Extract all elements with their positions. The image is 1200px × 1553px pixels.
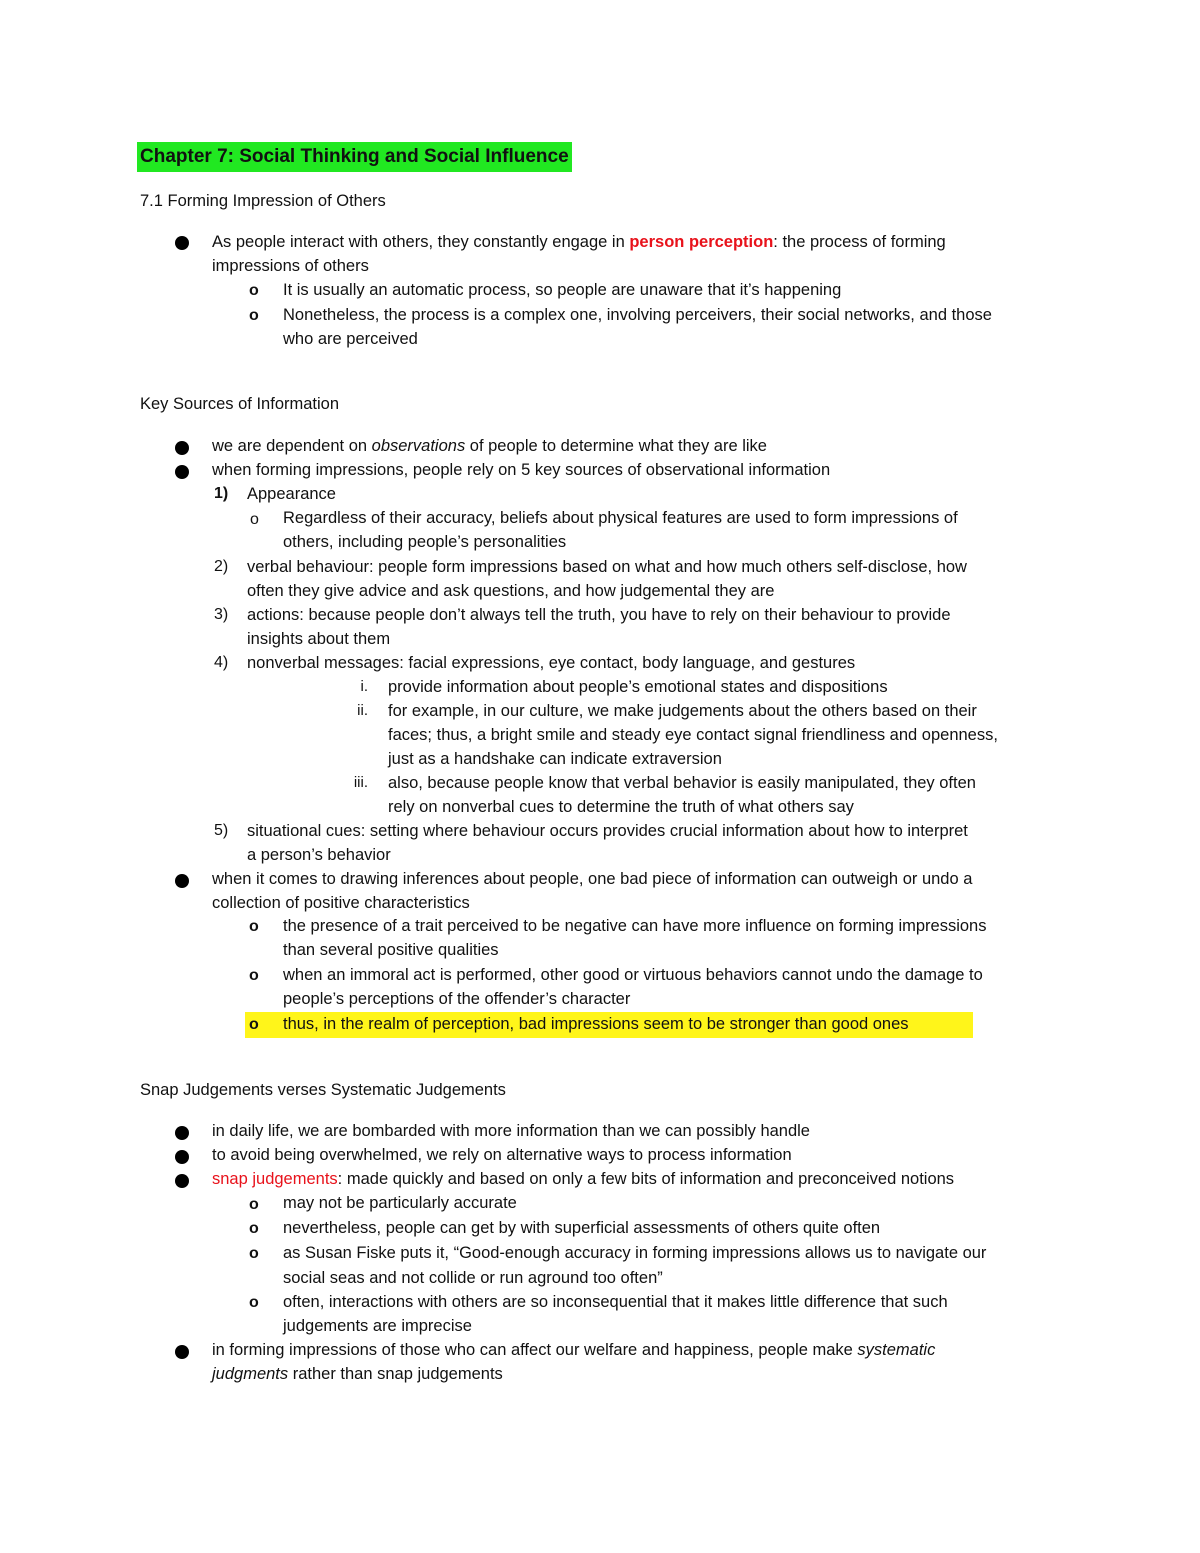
number-marker: 1): [214, 485, 229, 502]
sub-bullet-marker: o: [249, 1294, 259, 1311]
bullet-overwhelmed: to avoid being overwhelmed, we rely on alternative ways to process information: [212, 1146, 792, 1164]
sub-bullet-complex-cont: who are perceived: [283, 330, 418, 348]
roman-marker: i.: [360, 678, 368, 695]
sub-bullet-fiske-quote-cont: social seas and not collide or run aground too often”: [283, 1269, 663, 1287]
sub-bullet-marker: o: [249, 1220, 259, 1237]
bullet-icon: [175, 441, 189, 455]
bullet-five-sources: when forming impressions, people rely on 5 key sources of observational information: [212, 461, 831, 479]
sub-bullet-marker: o: [249, 918, 259, 935]
bullet-icon: [175, 1345, 189, 1359]
number-marker: 2): [214, 558, 229, 575]
text-run: rather than snap judgements: [288, 1365, 503, 1383]
italic-observations: observations: [371, 437, 466, 455]
bullet-icon: [175, 874, 189, 888]
sub-bullet-inconsequential-cont: judgements are imprecise: [283, 1317, 472, 1335]
text-run: in forming impressions of those who can affect our welfare and happiness, people make: [212, 1341, 858, 1359]
text-run: : the process of forming: [773, 233, 946, 251]
bullet-icon: [175, 1126, 189, 1140]
sub-bullet-marker: o: [249, 1016, 259, 1033]
sub-bullet-marker: o: [249, 307, 259, 324]
roman-item-culture-cont: faces; thus, a bright smile and steady eye contact signal friendliness and openness,: [388, 726, 998, 744]
sub-bullet-complex: Nonetheless, the process is a complex one, involving perceivers, their social networks, and those: [283, 306, 992, 324]
item-verbal-behaviour-cont: often they give advice and ask questions, and how judgemental they are: [247, 582, 775, 600]
italic-systematic: systematic: [857, 1341, 936, 1359]
sub-bullet-fiske-quote: as Susan Fiske puts it, “Good-enough accuracy in forming impressions allows us to navigate our: [283, 1244, 987, 1262]
item-actions: actions: because people don’t always tell the truth, you have to rely on their behaviour to provide: [247, 606, 951, 624]
sub-bullet-superficial: nevertheless, people can get by with superficial assessments of others quite often: [283, 1219, 881, 1237]
item-nonverbal: nonverbal messages: facial expressions, eye contact, body language, and gestures: [247, 654, 856, 672]
bullet-icon: [175, 1150, 189, 1164]
item-actions-cont: insights about them: [247, 630, 391, 648]
sub-bullet-immoral-act: when an immoral act is performed, other good or virtuous behaviors cannot undo the damage to: [283, 966, 983, 984]
bullet-icon: [175, 236, 189, 250]
sub-bullet-immoral-act-cont: people’s perceptions of the offender’s character: [283, 990, 631, 1008]
bullet-systematic: [212, 1338, 935, 1362]
sub-bullet-marker: o: [249, 1196, 259, 1213]
sub-bullet-negative-trait-cont: than several positive qualities: [283, 941, 499, 959]
bullet-snap-judgements: [212, 1167, 954, 1191]
item-situational-cues: situational cues: setting where behaviour occurs provides crucial information about how to interpret: [247, 822, 968, 840]
item-verbal-behaviour: verbal behaviour: people form impressions based on what and how much others self-disclose, how: [247, 558, 967, 576]
text-run: : made quickly and based on only a few bits of information and preconceived notions: [337, 1170, 955, 1188]
roman-item-verbal-manipulated: also, because people know that verbal behavior is easily manipulated, they often: [388, 774, 976, 792]
number-marker: 4): [214, 654, 229, 671]
keyterm-snap-judgements: snap judgements: [212, 1170, 338, 1188]
text-run: of people to determine what they are like: [465, 437, 767, 455]
sub-bullet-appearance: Regardless of their accuracy, beliefs about physical features are used to form impressions of: [283, 509, 958, 527]
roman-item-emotional: provide information about people’s emotional states and dispositions: [388, 678, 888, 696]
roman-item-verbal-manipulated-cont: rely on nonverbal cues to determine the truth of what others say: [388, 798, 854, 816]
sub-bullet-automatic: It is usually an automatic process, so people are unaware that it’s happening: [283, 281, 842, 299]
text-run: we are dependent on: [212, 437, 372, 455]
sub-bullet-not-accurate: may not be particularly accurate: [283, 1194, 517, 1212]
bullet-icon: [175, 1174, 189, 1188]
section-heading-forming-impressions: 7.1 Forming Impression of Others: [140, 192, 386, 210]
chapter-title: Chapter 7: Social Thinking and Social Influence: [137, 142, 572, 172]
bullet-bad-information-cont: collection of positive characteristics: [212, 894, 470, 912]
bullet-icon: [175, 465, 189, 479]
number-marker: 5): [214, 822, 229, 839]
item-appearance: Appearance: [247, 485, 336, 503]
sub-bullet-bad-stronger: thus, in the realm of perception, bad impressions seem to be stronger than good ones: [283, 1015, 909, 1033]
sub-bullet-marker: o: [249, 1245, 259, 1262]
bullet-systematic-cont: [212, 1362, 503, 1386]
sub-bullet-inconsequential: often, interactions with others are so inconsequential that it makes little difference that such: [283, 1293, 948, 1311]
bullet-bombarded: in daily life, we are bombarded with more information than we can possibly handle: [212, 1122, 810, 1140]
text-run: As people interact with others, they constantly engage in: [212, 233, 630, 251]
sub-bullet-marker: o: [250, 511, 259, 528]
item-situational-cues-cont: a person’s behavior: [247, 846, 391, 864]
sub-bullet-marker: o: [249, 967, 259, 984]
bullet-person-perception-cont: impressions of others: [212, 257, 369, 275]
sub-bullet-marker: o: [249, 282, 259, 299]
keyterm-person-perception: person perception: [629, 233, 774, 251]
roman-item-culture: for example, in our culture, we make judgements about the others based on their: [388, 702, 977, 720]
sub-bullet-negative-trait: the presence of a trait perceived to be negative can have more influence on forming impressions: [283, 917, 987, 935]
bullet-bad-information: when it comes to drawing inferences about people, one bad piece of information can outweigh or undo a: [212, 870, 973, 888]
bullet-observations: [212, 434, 767, 458]
roman-marker: ii.: [357, 702, 368, 719]
section-heading-key-sources: Key Sources of Information: [140, 395, 340, 413]
italic-judgments: judgments: [212, 1365, 289, 1383]
section-heading-snap-judgements: Snap Judgements verses Systematic Judgements: [140, 1081, 506, 1099]
number-marker: 3): [214, 606, 229, 623]
bullet-person-perception: [212, 230, 946, 254]
roman-marker: iii.: [353, 774, 368, 791]
roman-item-culture-cont: just as a handshake can indicate extraversion: [388, 750, 722, 768]
sub-bullet-appearance-cont: others, including people’s personalities: [283, 533, 567, 551]
